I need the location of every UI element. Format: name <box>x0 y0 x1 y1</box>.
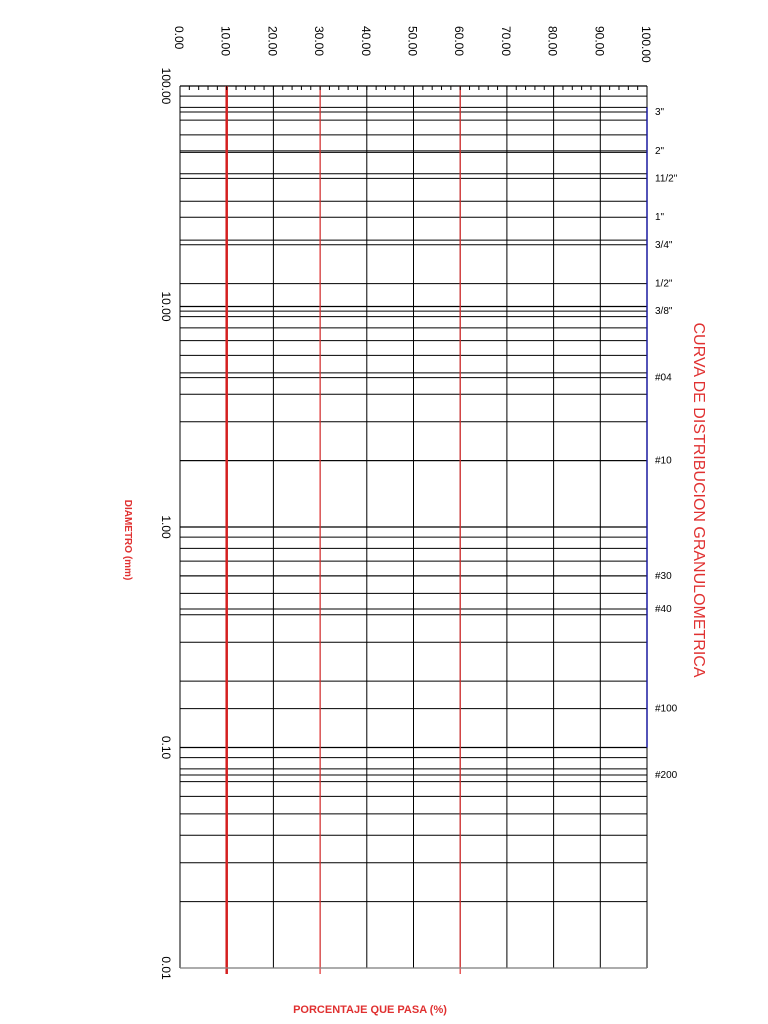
y-tick-label: 100.00 <box>159 67 173 105</box>
x-tick-label: 10.00 <box>218 26 233 57</box>
x-tick-label: 30.00 <box>312 26 327 57</box>
x-tick-label: 90.00 <box>592 26 607 57</box>
x-tick-label: 50.00 <box>405 26 420 57</box>
chart-title: CURVA DE DISTRIBUCION GRANULOMETRICA <box>690 322 707 678</box>
grid-layer <box>180 86 647 968</box>
x-tick-label: 20.00 <box>265 26 280 57</box>
highlight-layer <box>227 86 461 974</box>
sieve-label: #30 <box>655 570 672 582</box>
y-tick-label: 1.00 <box>159 515 173 539</box>
y-tick-label: 10.00 <box>159 291 173 322</box>
tick-label-layer <box>159 26 653 980</box>
sieve-label: 3" <box>655 107 665 119</box>
y-axis-label: DIAMETRO (mm) <box>122 499 133 581</box>
sieve-label-layer <box>655 107 678 781</box>
title-layer <box>122 322 707 1016</box>
x-tick-label: 40.00 <box>358 26 373 57</box>
sieve-label: 3/8" <box>655 306 673 318</box>
sieve-label: 11/2" <box>655 173 678 185</box>
x-tick-label: 0.00 <box>172 26 186 50</box>
sieve-label: #100 <box>655 703 678 715</box>
sieve-label: 3/4" <box>655 239 673 251</box>
sieve-label: #40 <box>655 603 672 615</box>
x-tick-label: 80.00 <box>545 26 560 57</box>
sieve-label: #200 <box>655 770 678 782</box>
sieve-label: #10 <box>655 455 672 467</box>
x-tick-label: 70.00 <box>498 26 513 57</box>
sieve-label: 1/2" <box>655 278 673 290</box>
x-tick-label: 60.00 <box>452 26 467 57</box>
sieve-label: #04 <box>655 372 672 384</box>
y-tick-label: 0.01 <box>159 956 173 980</box>
x-tick-label: 100.00 <box>639 26 653 63</box>
sieve-label: 2" <box>655 145 665 157</box>
y-tick-label: 0.10 <box>159 735 173 760</box>
sieve-label: 1" <box>655 212 665 224</box>
x-axis-label: PORCENTAJE QUE PASA (%) <box>293 1004 447 1016</box>
